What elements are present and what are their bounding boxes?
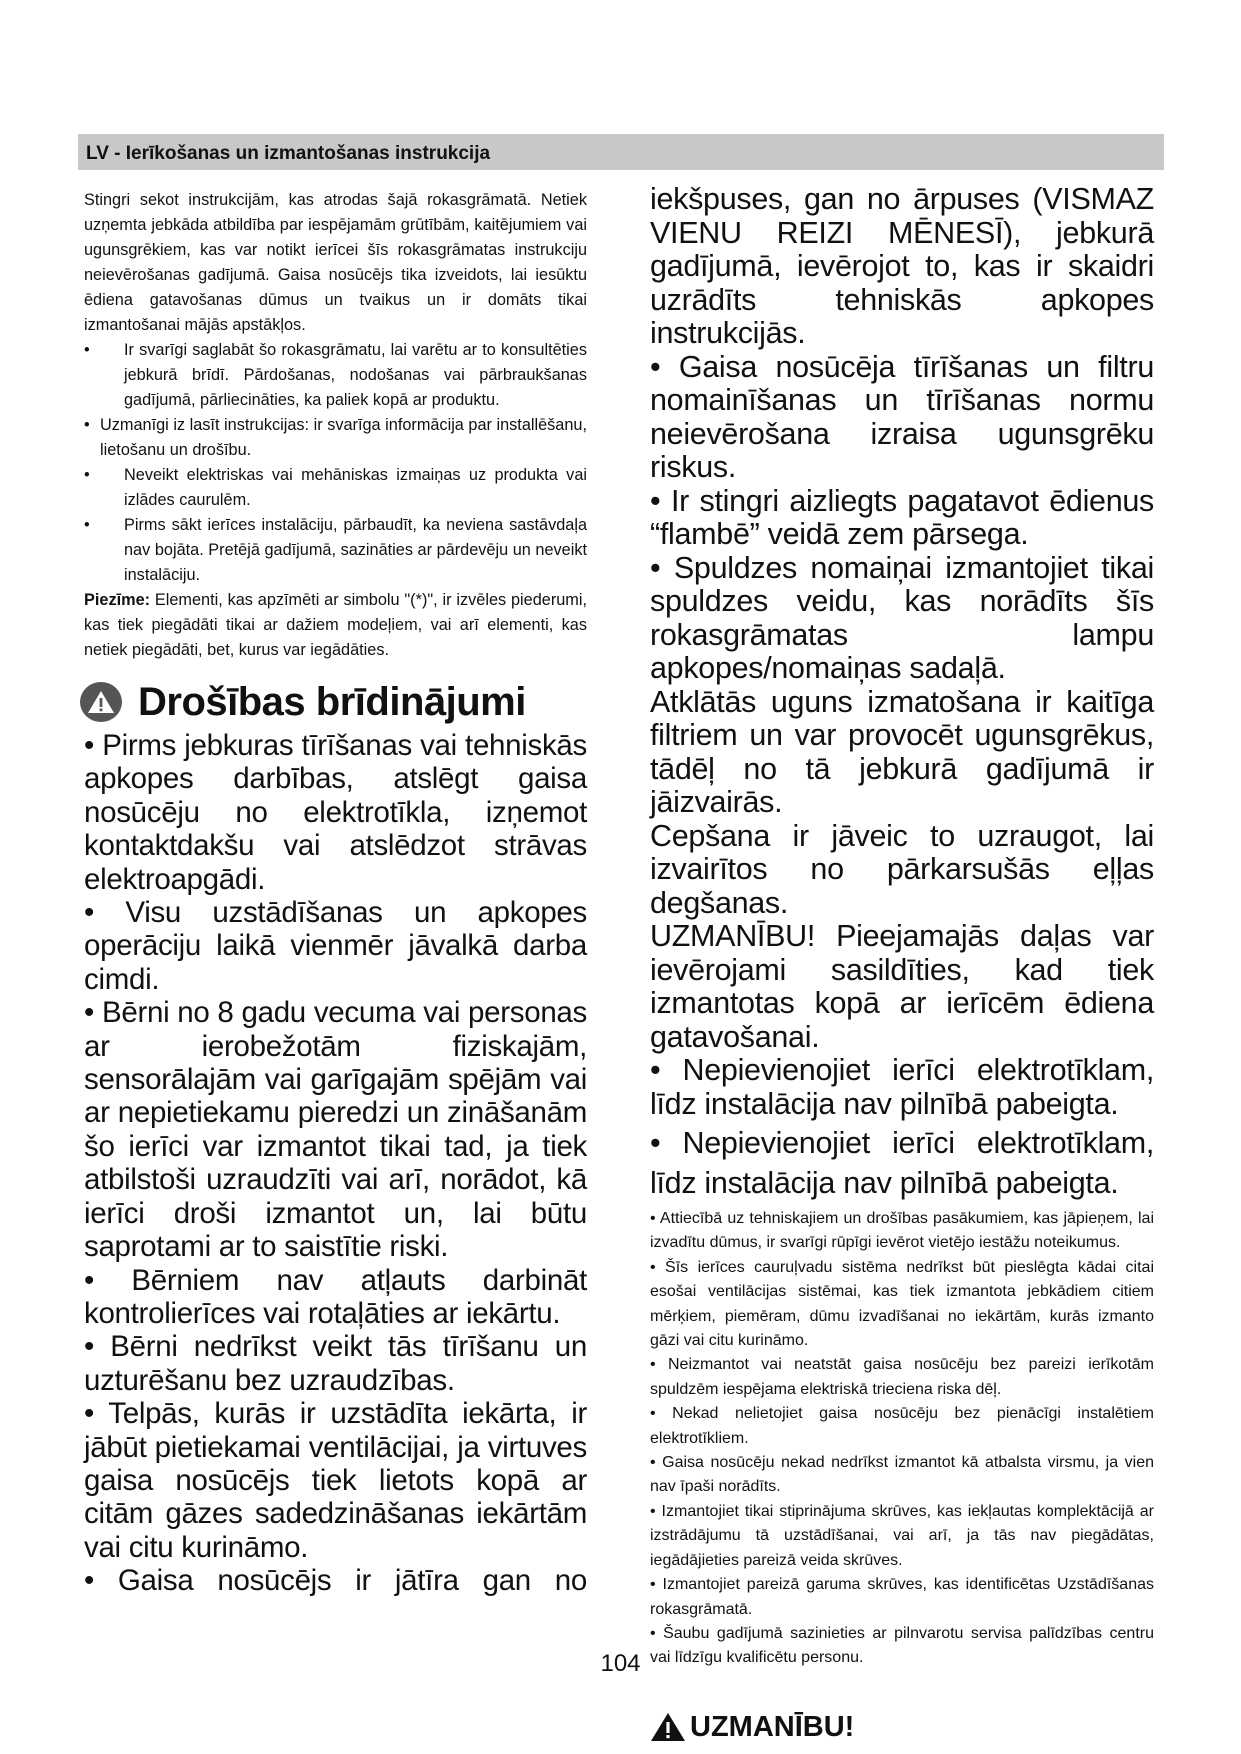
- safety-paragraph: • Spuldzes nomaiņai izmantojiet tikai spuldzes veidu, kas norādīts šīs rokasgrāmatas lampu apkopes/nomaiņas sadaļā.: [650, 550, 1154, 685]
- safety-paragraph: UZMANĪBU! Pieejamajās daļas var ievērojami sasildīties, kad tiek izmantotas kopā ar ierīcēm ēdiena gatavošanai.: [650, 919, 1154, 1054]
- safety-paragraph: • Visu uzstādīšanas un apkopes operāciju laikā vienmēr jāvalkā darba cimdi.: [84, 896, 587, 996]
- warning-heading: [650, 1709, 1154, 1745]
- safety-small-paragraph: • Izmantojiet pareizā garuma skrūves, kas identificētas Uzstādīšanas rokasgrāmatā.: [650, 1576, 1154, 1618]
- safety-title: Drošības brīdinājumi: [138, 680, 526, 724]
- safety-heading: [80, 677, 587, 727]
- left-column: [84, 188, 587, 1598]
- safety-paragraph: • Bērniem nav atļauts darbināt kontrolierīces vai rotaļāties ar iekārtu.: [84, 1263, 587, 1330]
- safety-paragraph: • Bērni no 8 gadu vecuma vai personas ar ierobežotām fiziskajām, sensorālajām vai garīgajām spējām vai ar nepietiekamu pieredzi un zināšanām šo ierīci var izmantot tikai tad, ja tiek atbilstoši uzraudzīti vai arī, norādot, kā ierīci droši izmantot un, lai būtu saprotami ar to saistītie riski.: [84, 996, 587, 1264]
- right-column: [650, 183, 1154, 1745]
- safety-small-paragraph: • Gaisa nosūcēju nekad nedrīkst izmantot kā atbalsta virsmu, ja vien nav īpaši norādīts.: [650, 1454, 1154, 1496]
- intro-bullet: • Pirms sākt ierīces instalāciju, pārbaudīt, ka neviena sastāvdaļa nav bojāta. Pretējā gadījumā, sazināties ar pārdevēju un neveikt instalāciju.: [84, 516, 587, 584]
- intro-bullet: • Uzmanīgi iz lasīt instrukcijas: ir svarīga informācija par installēšanu, lietošanu un drošību.: [84, 416, 587, 459]
- warning-triangle-icon: [650, 1712, 686, 1742]
- intro-bullet: • Neveikt elektriskas vai mehāniskas izmaiņas uz produkta vai izlādes caurulēm.: [84, 466, 587, 509]
- safety-paragraph: iekšpuses, gan no ārpuses (VISMAZ VIENU REIZI MĒNESĪ), jebkurā gadījumā, ievērojot to, kas ir skaidri uzrādīts tehniskās apkopes instrukcijās.: [650, 182, 1154, 350]
- safety-small-paragraph: • Izmantojiet tikai stiprinājuma skrūves, kas iekļautas komplektācijā ar izstrādājumu tā uzstādīšanai, vai arī, ja tās nav piegādātas, iegādājieties pareizā veida skrūves.: [650, 1502, 1154, 1569]
- page-number: 104: [600, 1650, 641, 1677]
- section-header-title: LV - Ierīkošanas un izmantošanas instrukcija: [86, 143, 491, 164]
- safety-paragraph: • Bērni nedrīkst veikt tās tīrīšanu un uzturēšanu bez uzraudzības.: [84, 1330, 587, 1397]
- safety-paragraph: • Gaisa nosūcējs ir jātīra gan no: [84, 1564, 587, 1598]
- intro-paragraph: Stingri sekot instrukcijām, kas atrodas šajā rokasgrāmatā. Netiek uzņemta jebkāda atbildība par iespējamām grūtībām, kaitējumiem vai ugunsgrēkiem, kas var notikt ierīcei šīs rokasgrāmatas instrukciju neievērošanas gadījumā. Gaisa nosūcējs tika izveidots, lai iesūktu ēdiena gatavošanas dūmus un tvaikus un ir domāts tikai izmantošanai mājās apstākļos.: [84, 191, 587, 334]
- safety-paragraph: • Nepievienojiet ierīci elektrotīklam, līdz instalācija nav pilnībā pabeigta.: [650, 1053, 1154, 1121]
- safety-paragraph: • Telpās, kurās ir uzstādīta iekārta, ir jābūt pietiekamai ventilācijai, ja virtuves gaisa nosūcējs tiek lietots kopā ar citām gāzes sadedzināšanas iekārtām vai citu kurināmo.: [84, 1397, 587, 1564]
- section-header: [78, 134, 1164, 170]
- safety-small-paragraph: • Neizmantot vai neatstāt gaisa nosūcēju bez pareizi ierīkotām spuldzēm iespējama elektriskā trieciena riska dēļ.: [650, 1356, 1154, 1398]
- safety-paragraph: • Nepievienojiet ierīci elektrotīklam, līdz instalācija nav pilnībā pabeigta.: [650, 1126, 1154, 1200]
- note-label: Piezīme:: [84, 591, 151, 609]
- safety-small-paragraph: • Šīs ierīces cauruļvadu sistēma nedrīkst būt pieslēgta kādai citai esošai ventilācijas sistēmai, kas tiek izmantota jebkādiem citiem mērķiem, piemēram, dūmu izvadīšanai no iekārtām, kurās izmanto gāzi vai citu kurināmo.: [650, 1258, 1154, 1350]
- safety-small-paragraph: • Šaubu gadījumā sazinieties ar pilnvarotu servisa palīdzības centru vai līdzīgu kvalificētu personu.: [650, 1624, 1154, 1667]
- intro-bullet: • Ir svarīgi saglabāt šo rokasgrāmatu, lai varētu ar to konsultēties jebkurā brīdī. Pārdošanas, nodošanas vai pārbraukšanas gadījumā, pārliecināties, ka paliek kopā ar produktu.: [84, 341, 587, 409]
- safety-paragraph: • Gaisa nosūcēja tīrīšanas un filtru nomainīšanas un tīrīšanas normu neievērošana izraisa ugunsgrēku riskus.: [650, 349, 1154, 484]
- note-text: Elementi, kas apzīmēti ar simbolu "(*)", ir izvēles piederumi, kas tiek piegādāti tikai ar dažiem modeļiem, vai arī elementi, kas netiek piegādāti, bet, kurus var iegādāties.: [84, 591, 587, 659]
- safety-paragraph: • Pirms jebkuras tīrīšanas vai tehniskās apkopes darbības, atslēgt gaisa nosūcēju no elektrotīkla, izņemot kontaktdakšu vai atslēdzot strāvas elektroapgādi.: [84, 729, 587, 896]
- safety-paragraph: • Ir stingri aizliegts pagatavot ēdienus “flambē” veidā zem pārsega.: [650, 483, 1154, 551]
- warning-title: UZMANĪBU!: [690, 1710, 855, 1743]
- warning-circle-icon: [80, 682, 122, 722]
- note-paragraph: [84, 588, 587, 663]
- safety-small-paragraph: • Attiecībā uz tehniskajiem un drošības pasākumiem, kas jāpieņem, lai izvadītu dūmus, ir svarīgi rūpīgi ievērot vietējo iestāžu noteikumus.: [650, 1210, 1154, 1252]
- safety-paragraph: Cepšana ir jāveic to uzraugot, lai izvairītos no pārkarsušās eļļas degšanas.: [650, 818, 1154, 920]
- safety-paragraph: Atklātās uguns izmatošana ir kaitīga filtriem un var provocēt ugunsgrēkus, tādēļ no tā jebkurā gadījumā ir jāizvairās.: [650, 684, 1154, 819]
- safety-small-paragraph: • Nekad nelietojiet gaisa nosūcēju bez pienācīgi instalētiem elektrotīkliem.: [650, 1405, 1154, 1447]
